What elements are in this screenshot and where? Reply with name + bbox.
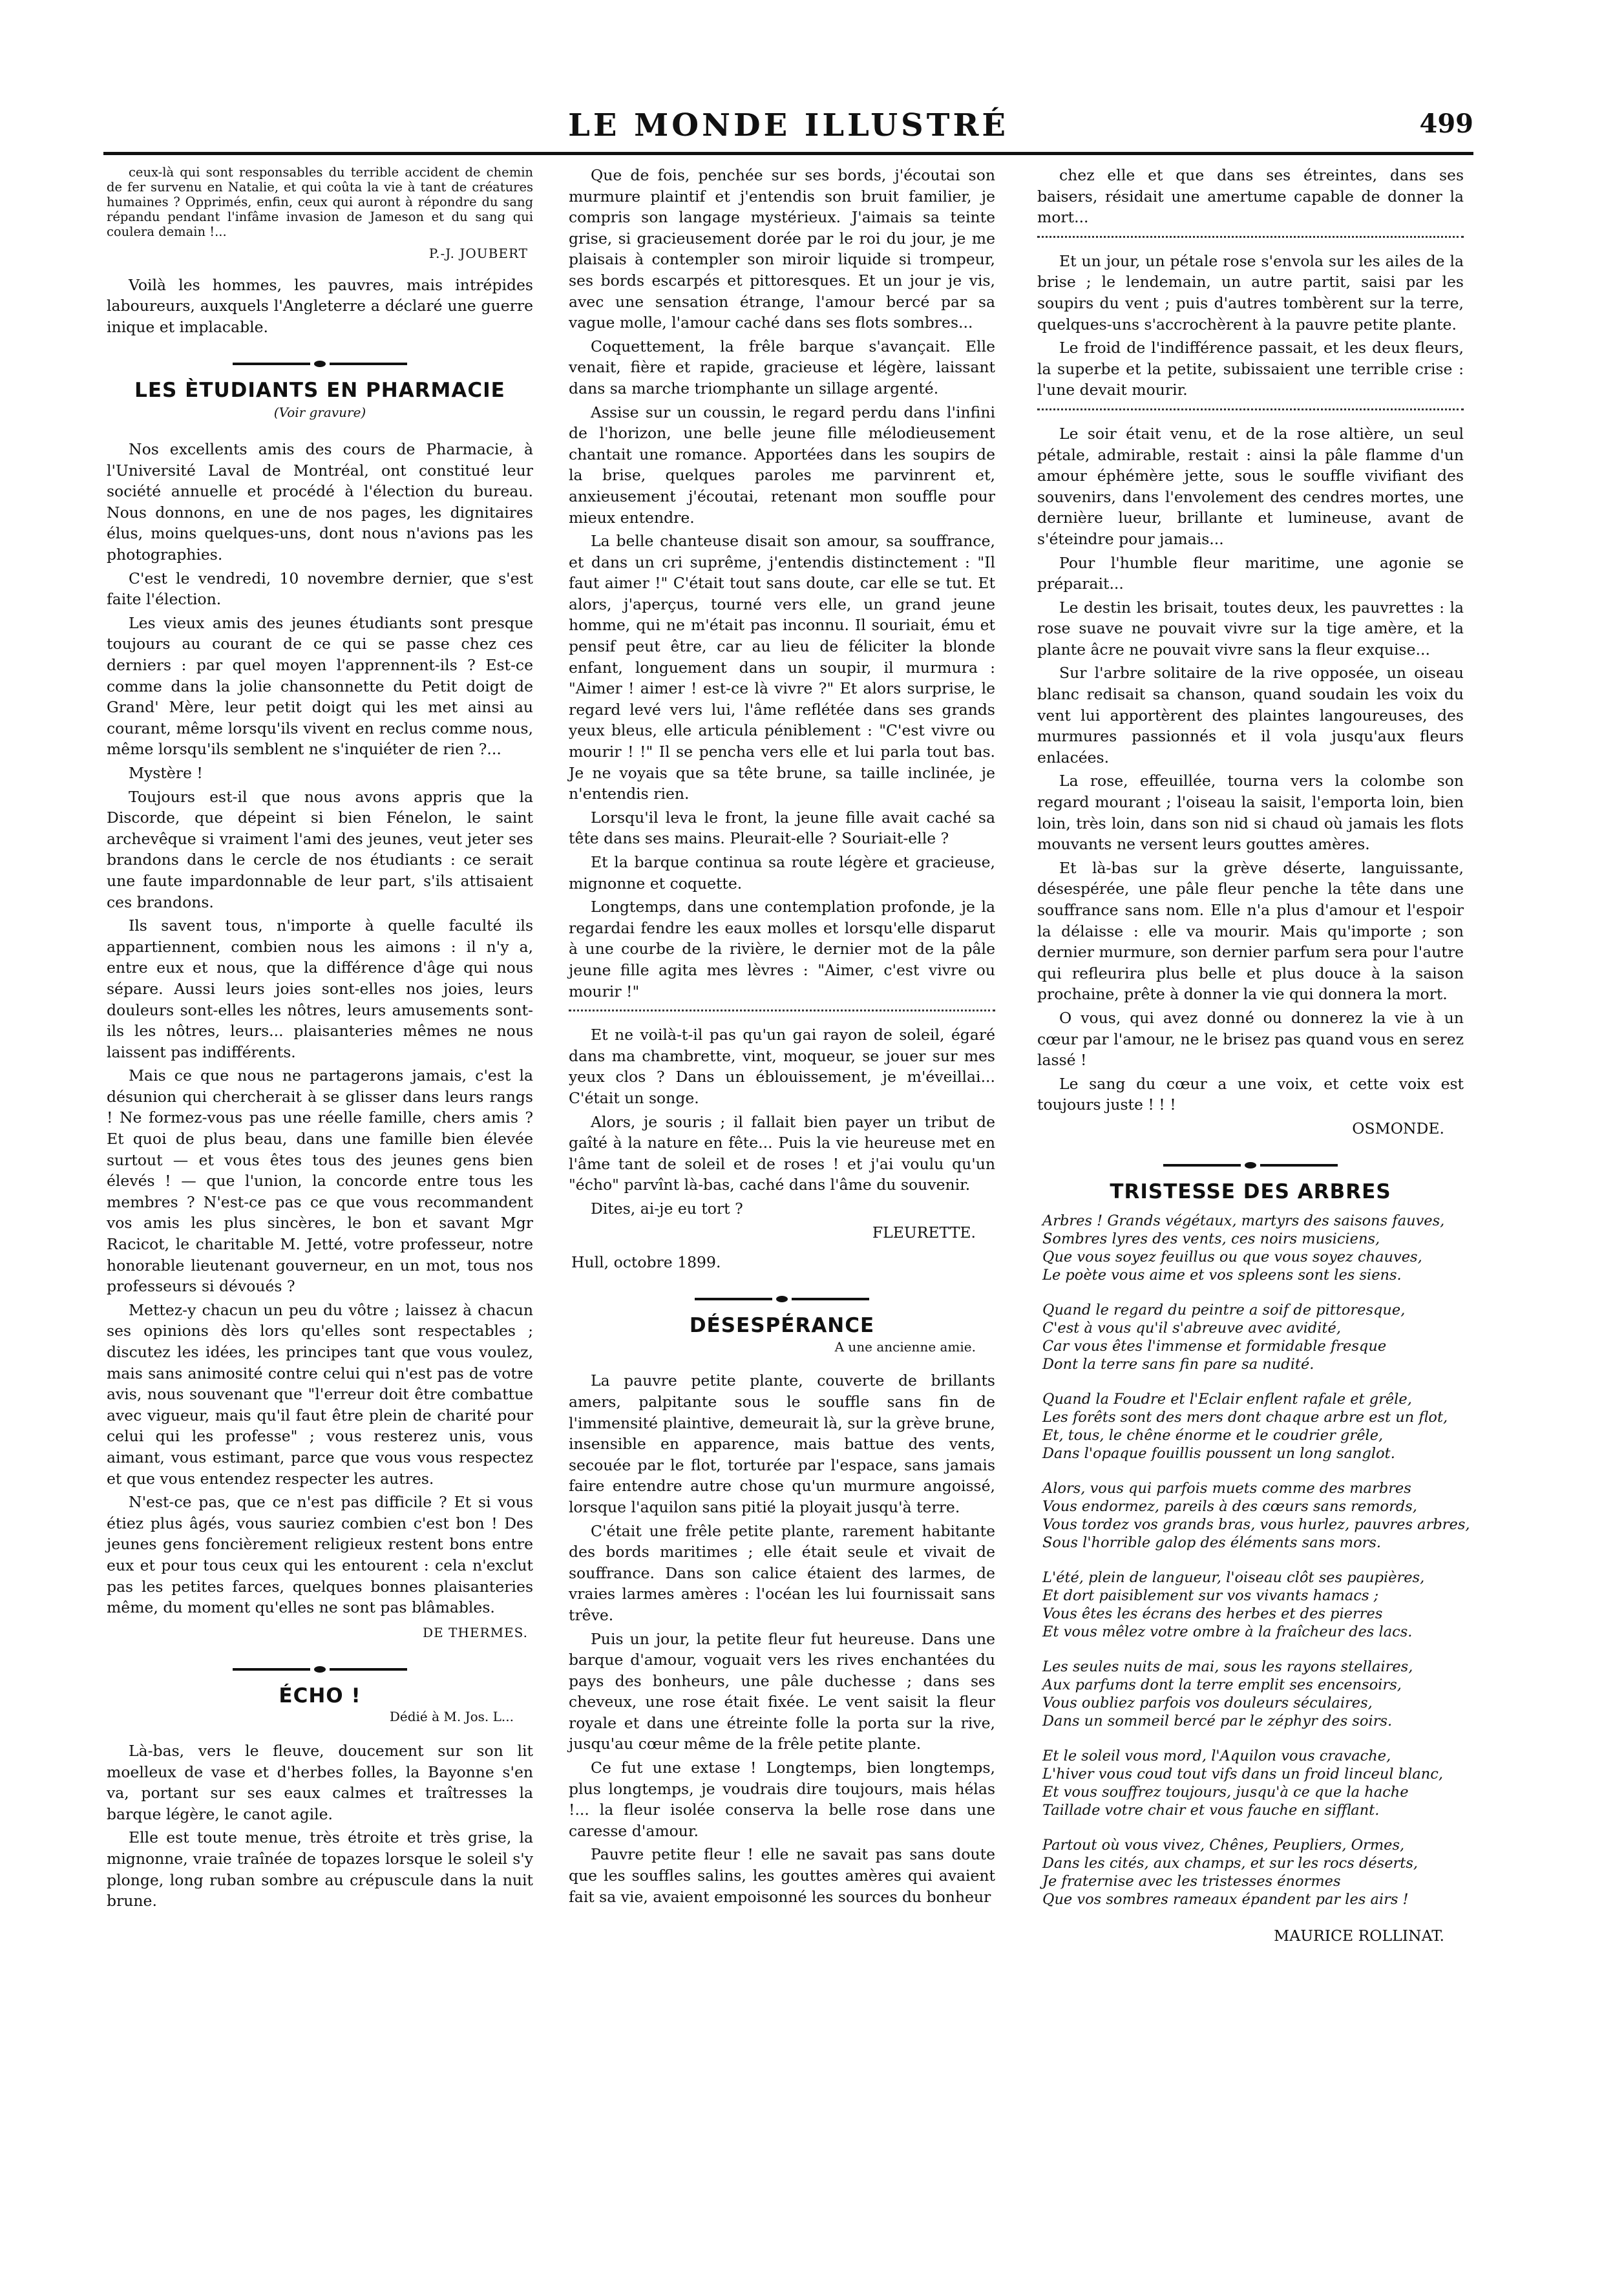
- dotted-separator: [1037, 403, 1464, 410]
- dotted-separator: [569, 1004, 995, 1011]
- paragraph: Assise sur un coussin, le regard perdu dans l'infini de l'horizon, une belle jeune fille mélodieusement chantait une romance. Apportées dans les soupirs de la brise, quelques paroles me parvinrent et, anxieusement j'écoutai, retenant mon souffle pour mieux entendre.: [569, 403, 995, 527]
- paragraph: Elle est toute menue, très étroite et très grise, la mignonne, vraie traînée de topazes lorsque le soleil s'y plonge, long ruban sombre au crépuscule dans la nuit brune.: [107, 1828, 533, 1910]
- section-divider: [107, 1665, 533, 1673]
- paragraph: Le froid de l'indifférence passait, et les deux fleurs, la superbe et la petite, subissaient une terrible crise : l'une devait mourir.: [1037, 339, 1464, 399]
- paragraph: Et un jour, un pétale rose s'envola sur les ailes de la brise ; le lendemain, un autre partit, saisi par les soupirs du vent ; puis d'autres tombèrent sur la terre, quelques-uns s'accrochèrent à la pauvre petite plante.: [1037, 251, 1464, 333]
- paragraph: Le soir était venu, et de la rose altière, un seul pétale, admirable, restait : ainsi la pâle flamme d'un amour éphémère jette, sous le souffle vivifiant des souvenirs, dans l'envolement des cendres mortes, une dernière lueur, brillante et lumineuse, avant de s'éteindre pour jamais...: [1037, 424, 1464, 548]
- poem-line: Sombres lyres des vents, ces noirs musiciens,: [1042, 1230, 1380, 1247]
- paragraph: Pour l'humble fleur maritime, une agonie se préparait...: [1037, 553, 1464, 593]
- section-divider: [569, 1295, 995, 1303]
- newspaper-title: LE MONDE ILLUSTRÉ: [568, 107, 1009, 143]
- poem-line: Dont la terre sans fin pare sa nudité.: [1042, 1355, 1314, 1373]
- paragraph: Et là-bas sur la grève déserte, languissante, désespérée, une pâle fleur penche la tête dans une souffrance sans nom. Elle n'a plus d'amour et l'espoir la délaisse : elle va mourir. Mais qu'importe ; son dernier murmure, son dernier parfum sera pour l'autre qui refleurira plus belle et plus douce à la saison prochaine, prête à donner la vie qui donnera la mort.: [1037, 858, 1464, 1004]
- paragraph: Toujours est-il que nous avons appris que la Discorde, que dépeint si bien Fénelon, le saint archevêque si vraiment l'ami des jeunes, veut jeter ses brandons dans le cercle de nos étudiants : ce serait une faute impardonnable de leur part, s'ils attisaient ces brandons.: [107, 787, 533, 911]
- poem-stanza: [1042, 1301, 1464, 1373]
- poem-line: Les forêts sont des mers dont chaque arbre est un flot,: [1042, 1408, 1448, 1426]
- paragraph: Nos excellents amis des cours de Pharmacie, à l'Université Laval de Montréal, ont constitué leur société annuelle et procédé à l'élection du bureau. Nous donnons, en une de nos pages, les dignitaires élus, moins quelques-uns, dont nous n'avions pas les photographies.: [107, 440, 533, 564]
- article-signature: DE THERMES.: [423, 1624, 528, 1640]
- article-subtitle: (Voir gravure): [273, 405, 366, 421]
- paragraph: La rose, effeuillée, tourna vers la colombe son regard mourant ; l'oiseau la saisit, l'emporta loin, bien loin, très loin, dans son nid si chaud où jamais les flots mouvants ne versent leurs gouttes amères.: [1037, 772, 1464, 854]
- column-3: [1037, 165, 1470, 1951]
- poem-line: Quand le regard du peintre a soif de pittoresque,: [1042, 1301, 1406, 1318]
- article-dedication: A une ancienne amie.: [834, 1338, 976, 1355]
- intro-excerpt: [107, 165, 533, 239]
- page-number: 499: [1419, 109, 1473, 139]
- article-signature: FLEURETTE.: [872, 1223, 976, 1242]
- poem-line: Et dort paisiblement sur vos vivants hamacs ;: [1042, 1587, 1379, 1604]
- masthead: [103, 109, 1473, 155]
- paragraph: Que de fois, penchée sur ses bords, j'écoutai son murmure plaintif et j'entendis son bruit familier, je compris son langage mystérieux. J'aimais sa teinte grise, si gracieusement dorée par le roi du jour, je me plaisais à contempler son miroir liquide si trompeur, ses bords escarpés et pittoresques. Et un jour je vis, avec une sensation étrange, l'amour bercé par sa vague molle, l'amour caché dans ses flots sombres...: [569, 166, 995, 332]
- section-divider: [1037, 1161, 1464, 1169]
- poem-line: Les seules nuits de mai, sous les rayons stellaires,: [1042, 1658, 1413, 1675]
- poem-stanza: [1042, 1212, 1464, 1284]
- paragraph: Mettez-y chacun un peu du vôtre ; laissez à chacun ses opinions dès lors qu'elles sont respectables ; discutez les idées, les principes tant que vous voulez, mais sans animosité contre celui qui n'est pas de votre avis, nous souvenant que "l'erreur doit être combattue avec vigueur, mais qu'il faut être plein de charité pour celui qui les professe" ; vous resterez unis, vous aimant, vous estimant, parce que vous vous respectez et que vous entendez respecter les autres.: [107, 1300, 533, 1488]
- poem-line: Et le soleil vous mord, l'Aquilon vous cravache,: [1042, 1747, 1391, 1764]
- poem-stanza: [1042, 1479, 1470, 1552]
- column-2: [569, 165, 995, 1910]
- poem-stanza: [1042, 1390, 1464, 1463]
- poem-line: Et vous mêlez votre ombre à la fraîcheur des lacs.: [1042, 1623, 1413, 1640]
- poem-line: Et vous souffrez toujours, jusqu'à ce que la hache: [1042, 1783, 1409, 1801]
- article-dateline: Hull, octobre 1899.: [571, 1253, 721, 1272]
- paragraph: La belle chanteuse disait son amour, sa souffrance, et dans un cri suprême, j'entendis distinctement : "Il faut aimer !" C'était tout sans doute, car elle se tut. Et alors, j'aperçus, tourné vers elle, un grand jeune homme, qui ne m'était pas inconnu. Il souriait, ému et pensif peut être, car au lieu de féliciter la blonde enfant, longuement dans un soupir, il murmura : "Aimer ! aimer ! est-ce là vivre ?" Et alors surprise, le regard levé vers lui, l'âme reflétée dans ses grands yeux bleus, elle articula péniblement : "C'est vivre ou mourir ! !" Il se pencha vers elle et lui parla tout bas. Je ne voyais que sa tête brune, sa taille inclinée, je n'entendis rien.: [569, 532, 995, 803]
- poem-line: Aux parfums dont la terre emplit ses encensoirs,: [1042, 1676, 1402, 1693]
- poem-stanza: [1042, 1658, 1464, 1730]
- paragraph: chez elle et que dans ses étreintes, dans ses baisers, résidait une amertume capable de donner la mort...: [1037, 166, 1464, 227]
- article-signature: OSMONDE.: [1352, 1119, 1444, 1137]
- poem-line: Que vos sombres rameaux épandent par les airs !: [1042, 1890, 1409, 1908]
- paragraph: O vous, qui avez donné ou donnerez la vie à un cœur par l'amour, ne le brisez pas quand vous en serez lassé !: [1037, 1008, 1464, 1070]
- paragraph: Et la barque continua sa route légère et gracieuse, mignonne et coquette.: [569, 853, 995, 893]
- paragraph: Ce fut une extase ! Longtemps, bien longtemps, plus longtemps, je voudrais dire toujours, mais hélas !... la fleur isolée conserva la belle rose dans une caresse d'amour.: [569, 1759, 995, 1840]
- poem-line: Vous endormez, pareils à des cœurs sans remords,: [1042, 1497, 1417, 1515]
- section-divider: [107, 359, 533, 367]
- poem-line: Vous êtes les écrans des herbes et des pierres: [1042, 1605, 1383, 1622]
- poem-stanza: [1042, 1747, 1464, 1819]
- paragraph: Puis un jour, la petite fleur fut heureuse. Dans une barque d'amour, voguait vers les rives enchantées du pays des bonheurs, une pâle duchesse ; dans ses cheveux, une rose était fixée. Le vent saisit la fleur royale et dans une étreinte folle la porta sur la rive, jusqu'au cœur même de la frêle petite plante.: [569, 1629, 995, 1753]
- paragraph: Sur l'arbre solitaire de la rive opposée, un oiseau blanc redisait sa chanson, quand soudain les voix du vent lui apportèrent des plaintes langoureuses, des murmures passionnés et il vola jusqu'aux fleurs enlacées.: [1037, 664, 1464, 767]
- poem-line: Le poète vous aime et vos spleens sont les siens.: [1042, 1266, 1402, 1284]
- poem-line: Quand la Foudre et l'Eclair enflent rafale et grêle,: [1042, 1390, 1412, 1408]
- paragraph: Mais ce que nous ne partagerons jamais, c'est la désunion qui chercherait à se glisser dans leurs rangs ! Ne formez-vous pas une réelle famille, chers amis ? Et quoi de plus beau, dans une famille bien élevée surtout — et vous êtes tous des jeunes gens bien élevés ! — que l'union, la concorde entre tous les membres ? N'est-ce pas ce que vous recommandent vos amis les plus sincères, le bon et savant Mgr Racicot, le charitable M. Jetté, votre professeur, notre honorable lieutenant gouverneur, en un mot, tous nos professeurs si dévoués ?: [107, 1066, 533, 1296]
- paragraph: Lorsqu'il leva le front, la jeune fille avait caché sa tête dans ses mains. Pleurait-elle ? Souriait-elle ?: [569, 808, 995, 848]
- poem-line: Je fraternise avec les tristesses énormes: [1042, 1872, 1341, 1890]
- paragraph: Là-bas, vers le fleuve, doucement sur son lit moelleux de vase et d'herbes folles, la Bayonne s'en va, portant sur ses eaux calmes et traîtresses la barque légère, le canot agile.: [107, 1742, 533, 1823]
- article-dedication: Dédié à M. Jos. L...: [389, 1709, 514, 1725]
- intro-excerpt-paragraph: ceux-là qui sont responsables du terrible accident de chemin de fer survenu en Natalie, et qui coûta la vie à tant de créatures humaines ? Opprimés, enfin, ceux qui auront à répondre du sang répandu pendant l'infâme invasion de Jameson et du sang qui coulera demain !...: [107, 165, 533, 239]
- paragraph: Les vieux amis des jeunes étudiants sont presque toujours au courant de ce qui se passe chez ces derniers : par quel moyen l'apprennent-ils ? Est-ce comme dans la jolie chansonnette du Petit doigt de Grand' Mère, leur petit doigt qui les met ainsi au courant, même lorsqu'ils vivent en reclus comme nous, même lorsqu'ils semblent ne s'inquiéter de rien ?...: [107, 613, 533, 759]
- dotted-separator: [1037, 231, 1464, 238]
- paragraph: Et ne voilà-t-il pas qu'un gai rayon de soleil, égaré dans ma chambrette, vint, moqueur, se jouer sur mes yeux clos ? Dans un éblouissement, je m'éveillai... C'était un songe.: [569, 1026, 995, 1107]
- poem-line: Vous oubliez parfois vos douleurs séculaires,: [1042, 1694, 1373, 1711]
- poem-signature: MAURICE ROLLINAT.: [1274, 1926, 1444, 1945]
- poem-line: Partout où vous vivez, Chênes, Peupliers, Ormes,: [1042, 1836, 1405, 1854]
- paragraph: Le sang du cœur a une voix, et cette voix est toujours juste ! ! !: [1037, 1074, 1464, 1114]
- paragraph: Dites, ai-je eu tort ?: [591, 1199, 743, 1218]
- paragraph: La pauvre petite plante, couverte de brillants amers, palpitante sous le souffle sans fin de l'immensité plaintive, demeurait là, sur la grève brune, insensible en apparence, mais battue des vents, secouée par le flot, torturée par l'espace, sans jamais faire entendre autre chose qu'un murmure angoissé, lorsque l'aquilon sans pitié la ployait jusqu'à terre.: [569, 1371, 995, 1516]
- article-title-pharmacie: LES ÈTUDIANTS EN PHARMACIE: [134, 378, 505, 402]
- paragraph: C'est le vendredi, 10 novembre dernier, que s'est faite l'élection.: [107, 569, 533, 609]
- paragraph: Coquettement, la frêle barque s'avançait. Elle venait, fière et rapide, gracieuse et légère, laissant dans sa marche triomphante un sillage argenté.: [569, 337, 995, 397]
- poem-line: Dans un sommeil bercé par le zéphyr des soirs.: [1042, 1712, 1393, 1729]
- paragraph: Longtemps, dans une contemplation profonde, je la regardai fendre les eaux molles et lorsqu'elle disparut à une courbe de la rivière, le dernier mot de la pâle jeune fille agita mes lèvres : "Aimer, c'est vivre ou mourir !": [569, 898, 995, 1000]
- poem-line: Arbres ! Grands végétaux, martyrs des saisons fauves,: [1042, 1212, 1445, 1229]
- paragraph: C'était une frêle petite plante, rarement habitante des bords maritimes ; elle était seule et vivait de souffrance. Dans son calice étaient des larmes, de vraies larmes amères : l'océan les lui fournissait sans trêve.: [569, 1521, 995, 1624]
- poem-stanza: [1042, 1836, 1464, 1909]
- poem-line: Dans les cités, aux champs, et sur les rocs déserts,: [1042, 1854, 1418, 1872]
- poem: [1042, 1212, 1470, 1909]
- article-title-echo: ÉCHO !: [279, 1684, 361, 1708]
- paragraph: Le destin les brisait, toutes deux, les pauvrettes : la rose suave ne pouvait vivre sur la tige amère, et la plante âcre ne pouvait vivre sans la fleur exquise...: [1037, 598, 1464, 659]
- poem-line: C'est à vous qu'il s'abreuve avec avidité,: [1042, 1319, 1342, 1337]
- column-1: [107, 165, 533, 1914]
- paragraph: N'est-ce pas, que ce n'est pas difficile ? Et si vous étiez plus âgés, vous sauriez combien c'est bon ! Des jeunes gens foncièrement religieux restent bons entre eux et pour tous ceux qui les entourent : cela n'exclut pas les petites farces, quelques bonnes plaisanteries même, du moment qu'elles ne sont pas blâmables.: [107, 1493, 533, 1617]
- poem-line: Dans l'opaque fouillis poussent un long sanglot.: [1042, 1444, 1395, 1462]
- intro-signature: P.-J. JOUBERT: [428, 246, 528, 261]
- poem-line: Que vous soyez feuillus ou que vous soyez chauves,: [1042, 1248, 1422, 1265]
- poem-line: L'été, plein de langueur, l'oiseau clôt ses paupières,: [1042, 1569, 1425, 1586]
- paragraph: Alors, je souris ; il fallait bien payer un tribut de gaîté à la nature en fête... Puis la vie heureuse met en l'âme tant de soleil et de roses ! et j'ai voulu qu'un "écho" parvînt là-bas, caché dans l'âme du souvenir.: [569, 1112, 995, 1194]
- intro-paragraph: Voilà les hommes, les pauvres, mais intrépides laboureurs, auxquels l'Angleterre a déclaré une guerre inique et implacable.: [107, 275, 533, 336]
- poem-stanza: [1042, 1569, 1464, 1641]
- poem-line: Vous tordez vos grands bras, vous hurlez, pauvres arbres,: [1042, 1516, 1470, 1533]
- article-title-desesperance: DÉSESPÉRANCE: [689, 1314, 875, 1338]
- paragraph: Ils savent tous, n'importe à quelle faculté ils appartiennent, combien nous les aimons : il n'y a, entre eux et nous, que la différence d'âge qui nous sépare. Aussi leurs joies sont-elles nos joies, leurs douleurs sont-elles les nôtres, leurs amusements sont-ils les nôtres, leurs... plaisanteries mêmes ne nous laissent pas indifférents.: [107, 916, 533, 1061]
- poem-line: Sous l'horrible galop des éléments sans mors.: [1042, 1534, 1382, 1551]
- poem-title: TRISTESSE DES ARBRES: [1110, 1180, 1391, 1204]
- poem-line: Taillade votre chair et vous fauche en sifflant.: [1042, 1801, 1380, 1819]
- poem-line: Car vous êtes l'immense et formidable fresque: [1042, 1337, 1387, 1355]
- paragraph: Pauvre petite fleur ! elle ne savait pas sans doute que les souffles salins, les gouttes amères qui avaient fait sa vie, avaient empoisonné les sources du bonheur: [569, 1845, 995, 1906]
- poem-line: L'hiver vous coud tout vifs dans un froid linceul blanc,: [1042, 1765, 1444, 1782]
- paragraph: Mystère !: [129, 763, 203, 782]
- poem-line: Alors, vous qui parfois muets comme des marbres: [1042, 1479, 1411, 1497]
- poem-line: Et, tous, le chêne énorme et le coudrier grêle,: [1042, 1426, 1384, 1444]
